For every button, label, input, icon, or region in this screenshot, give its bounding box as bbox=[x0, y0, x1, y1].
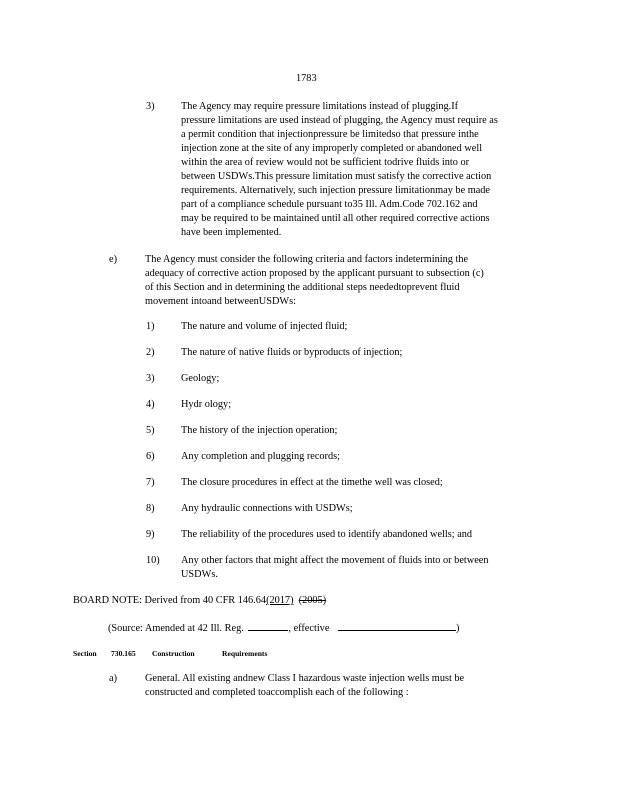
factor-text bbox=[181, 320, 528, 334]
item-3-line: pressure limitations are used instead of plugging, the Agency must require as bbox=[181, 115, 498, 126]
factor-number: 6) bbox=[146, 451, 155, 462]
item-3-line: requirements. Alternatively, such injection pressure limitationmay be made bbox=[181, 185, 491, 196]
factor-text bbox=[181, 476, 528, 490]
factor-line: USDWs. bbox=[181, 569, 218, 580]
section-number: 730.165 bbox=[111, 649, 136, 658]
factor-text bbox=[181, 554, 528, 582]
factor-text bbox=[181, 528, 528, 542]
item-3-number: 3) bbox=[146, 101, 155, 112]
item-3-line: between USDWs.This pressure limitation must satisfy the corrective action bbox=[181, 171, 492, 182]
factor-text bbox=[181, 502, 528, 516]
board-note-added: (2017) bbox=[266, 595, 294, 606]
factor-number: 8) bbox=[146, 503, 155, 514]
source-close: ) bbox=[455, 623, 460, 634]
item-a-line: constructed and completed toaccomplish each of the following : bbox=[145, 687, 409, 698]
factor-text bbox=[181, 424, 528, 438]
factor-number: 10) bbox=[146, 555, 160, 566]
source-line bbox=[108, 620, 459, 636]
factor-text bbox=[181, 450, 528, 464]
item-e-number: e) bbox=[109, 254, 117, 265]
factor-text bbox=[181, 398, 528, 412]
factor-number: 9) bbox=[146, 529, 155, 540]
factor-number: 1) bbox=[146, 321, 155, 332]
item-e-paragraph bbox=[145, 253, 528, 309]
factor-line: The reliability of the procedures used to identify abandoned wells; and bbox=[181, 529, 473, 540]
item-a-line: General. All existing andnew Class I hazardous waste injection wells must be bbox=[145, 673, 465, 684]
item-3-line: a permit condition that injectionpressure be limitedso that pressure inthe bbox=[181, 129, 479, 140]
factor-line: The nature of native fluids or byproducts of injection; bbox=[181, 347, 403, 358]
factor-number: 4) bbox=[146, 399, 155, 410]
factor-line: The history of the injection operation; bbox=[181, 425, 338, 436]
factor-text bbox=[181, 372, 528, 386]
factor-number: 3) bbox=[146, 373, 155, 384]
item-3-line: within the area of review would not be sufficient todrive fluids into or bbox=[181, 157, 470, 168]
factor-number: 5) bbox=[146, 425, 155, 436]
board-note bbox=[73, 594, 326, 608]
factor-line: The nature and volume of injected fluid; bbox=[181, 321, 348, 332]
effective-date-blank bbox=[338, 620, 456, 631]
factor-text bbox=[181, 346, 528, 360]
item-e-line: of this Section and in determining the additional steps neededtoprevent fluid bbox=[145, 282, 460, 293]
item-3-line: The Agency may require pressure limitations instead of plugging.If bbox=[181, 101, 459, 112]
factor-line: Any other factors that might affect the movement of fluids into or between bbox=[181, 555, 489, 566]
factor-line: The closure procedures in effect at the timethe well was closed; bbox=[181, 477, 443, 488]
item-a-number: a) bbox=[109, 673, 117, 684]
item-3-paragraph bbox=[181, 100, 548, 240]
item-3-line: have been implemented. bbox=[181, 227, 282, 238]
board-note-deleted: (2005) bbox=[298, 595, 327, 606]
factor-line: Geology; bbox=[181, 373, 220, 384]
factor-line: Hydr ology; bbox=[181, 399, 232, 410]
item-e-line: movement intoand betweenUSDWs: bbox=[145, 296, 296, 307]
item-e-line: adequacy of corrective action proposed by the applicant pursuant to subsection (c) bbox=[145, 268, 484, 279]
factor-line: Any hydraulic connections with USDWs; bbox=[181, 503, 353, 514]
section-title-2: Requirements bbox=[222, 649, 268, 658]
section-label: Section bbox=[73, 649, 97, 658]
source-effective: , effective bbox=[288, 623, 330, 634]
item-3-line: injection zone at the site of any improperly completed or abandoned well bbox=[181, 143, 483, 154]
item-3-line: may be required to be maintained until all other required corrective actions bbox=[181, 213, 490, 224]
item-3-line: part of a compliance schedule pursuant to35 Ill. Adm.Code 702.162 and bbox=[181, 199, 478, 210]
factor-number: 2) bbox=[146, 347, 155, 358]
page-number: 1783 bbox=[296, 73, 317, 84]
source-open: (Source: Amended at 42 Ill. Reg. bbox=[108, 623, 244, 634]
factor-number: 7) bbox=[146, 477, 155, 488]
factor-line: Any completion and plugging records; bbox=[181, 451, 340, 462]
item-e-line: The Agency must consider the following criteria and factors indetermining the bbox=[145, 254, 469, 265]
item-a-paragraph bbox=[145, 672, 518, 700]
section-title: Construction bbox=[152, 649, 195, 658]
board-note-text: BOARD NOTE: Derived from 40 CFR 146.64 bbox=[73, 595, 267, 606]
reg-page-blank bbox=[248, 620, 288, 631]
